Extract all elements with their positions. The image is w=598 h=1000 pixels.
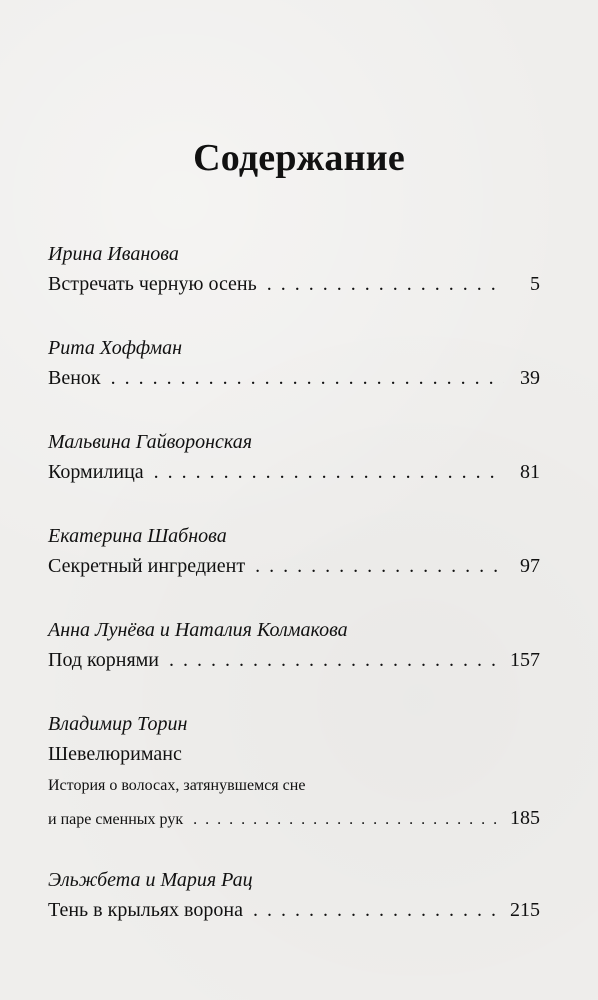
story-title: Тень в крыльях ворона (48, 899, 243, 921)
table-of-contents (48, 241, 540, 961)
toc-line (48, 807, 540, 831)
author-name: Эльжбета и Мария Рац (48, 869, 253, 891)
author-name: Анна Лунёва и Наталия Колмакова (48, 619, 348, 641)
story-title: Встречать черную осень (48, 273, 257, 295)
dot-leader (193, 809, 500, 831)
author-name: Мальвина Гайворонская (48, 431, 253, 453)
toc-line (48, 365, 540, 391)
toc-entry (48, 241, 540, 297)
toc-line (48, 553, 540, 579)
dot-leader (267, 271, 504, 297)
author-name: Екатерина Шабнова (48, 525, 227, 547)
page-number: 39 (520, 367, 540, 389)
story-title-line (48, 741, 540, 767)
author-name: Рита Хоффман (48, 337, 183, 359)
page-number: 5 (530, 273, 540, 295)
toc-entry (48, 867, 540, 923)
toc-line (48, 647, 540, 673)
story-title: Венок (48, 367, 101, 389)
toc-entry (48, 429, 540, 485)
page-number: 97 (520, 555, 540, 577)
page-number: 157 (510, 649, 540, 671)
story-title: Кормилица (48, 461, 144, 483)
author-name: Владимир Торин (48, 713, 188, 735)
toc-line (48, 459, 540, 485)
dot-leader (154, 459, 504, 485)
page-number: 81 (520, 461, 540, 483)
story-title: Под корнями (48, 649, 160, 671)
page-number: 215 (510, 899, 540, 921)
dot-leader (111, 365, 504, 391)
story-subtitle-line-2: и паре сменных рук (48, 811, 184, 828)
toc-line (48, 897, 540, 923)
page-title: Содержание (193, 137, 405, 179)
toc-entry (48, 523, 540, 579)
toc-line (48, 271, 540, 297)
toc-entry (48, 711, 540, 831)
story-title: Секретный ингредиент (48, 555, 246, 577)
story-subtitle-line-1: История о волосах, затянувшемся сне (48, 777, 306, 794)
story-title: Шевелюриманс (48, 743, 182, 765)
author-name: Ирина Иванова (48, 243, 179, 265)
dot-leader (169, 647, 500, 673)
toc-entry (48, 617, 540, 673)
page-number: 185 (510, 807, 540, 829)
dot-leader (253, 897, 500, 923)
dot-leader (255, 553, 504, 579)
toc-entry (48, 335, 540, 391)
